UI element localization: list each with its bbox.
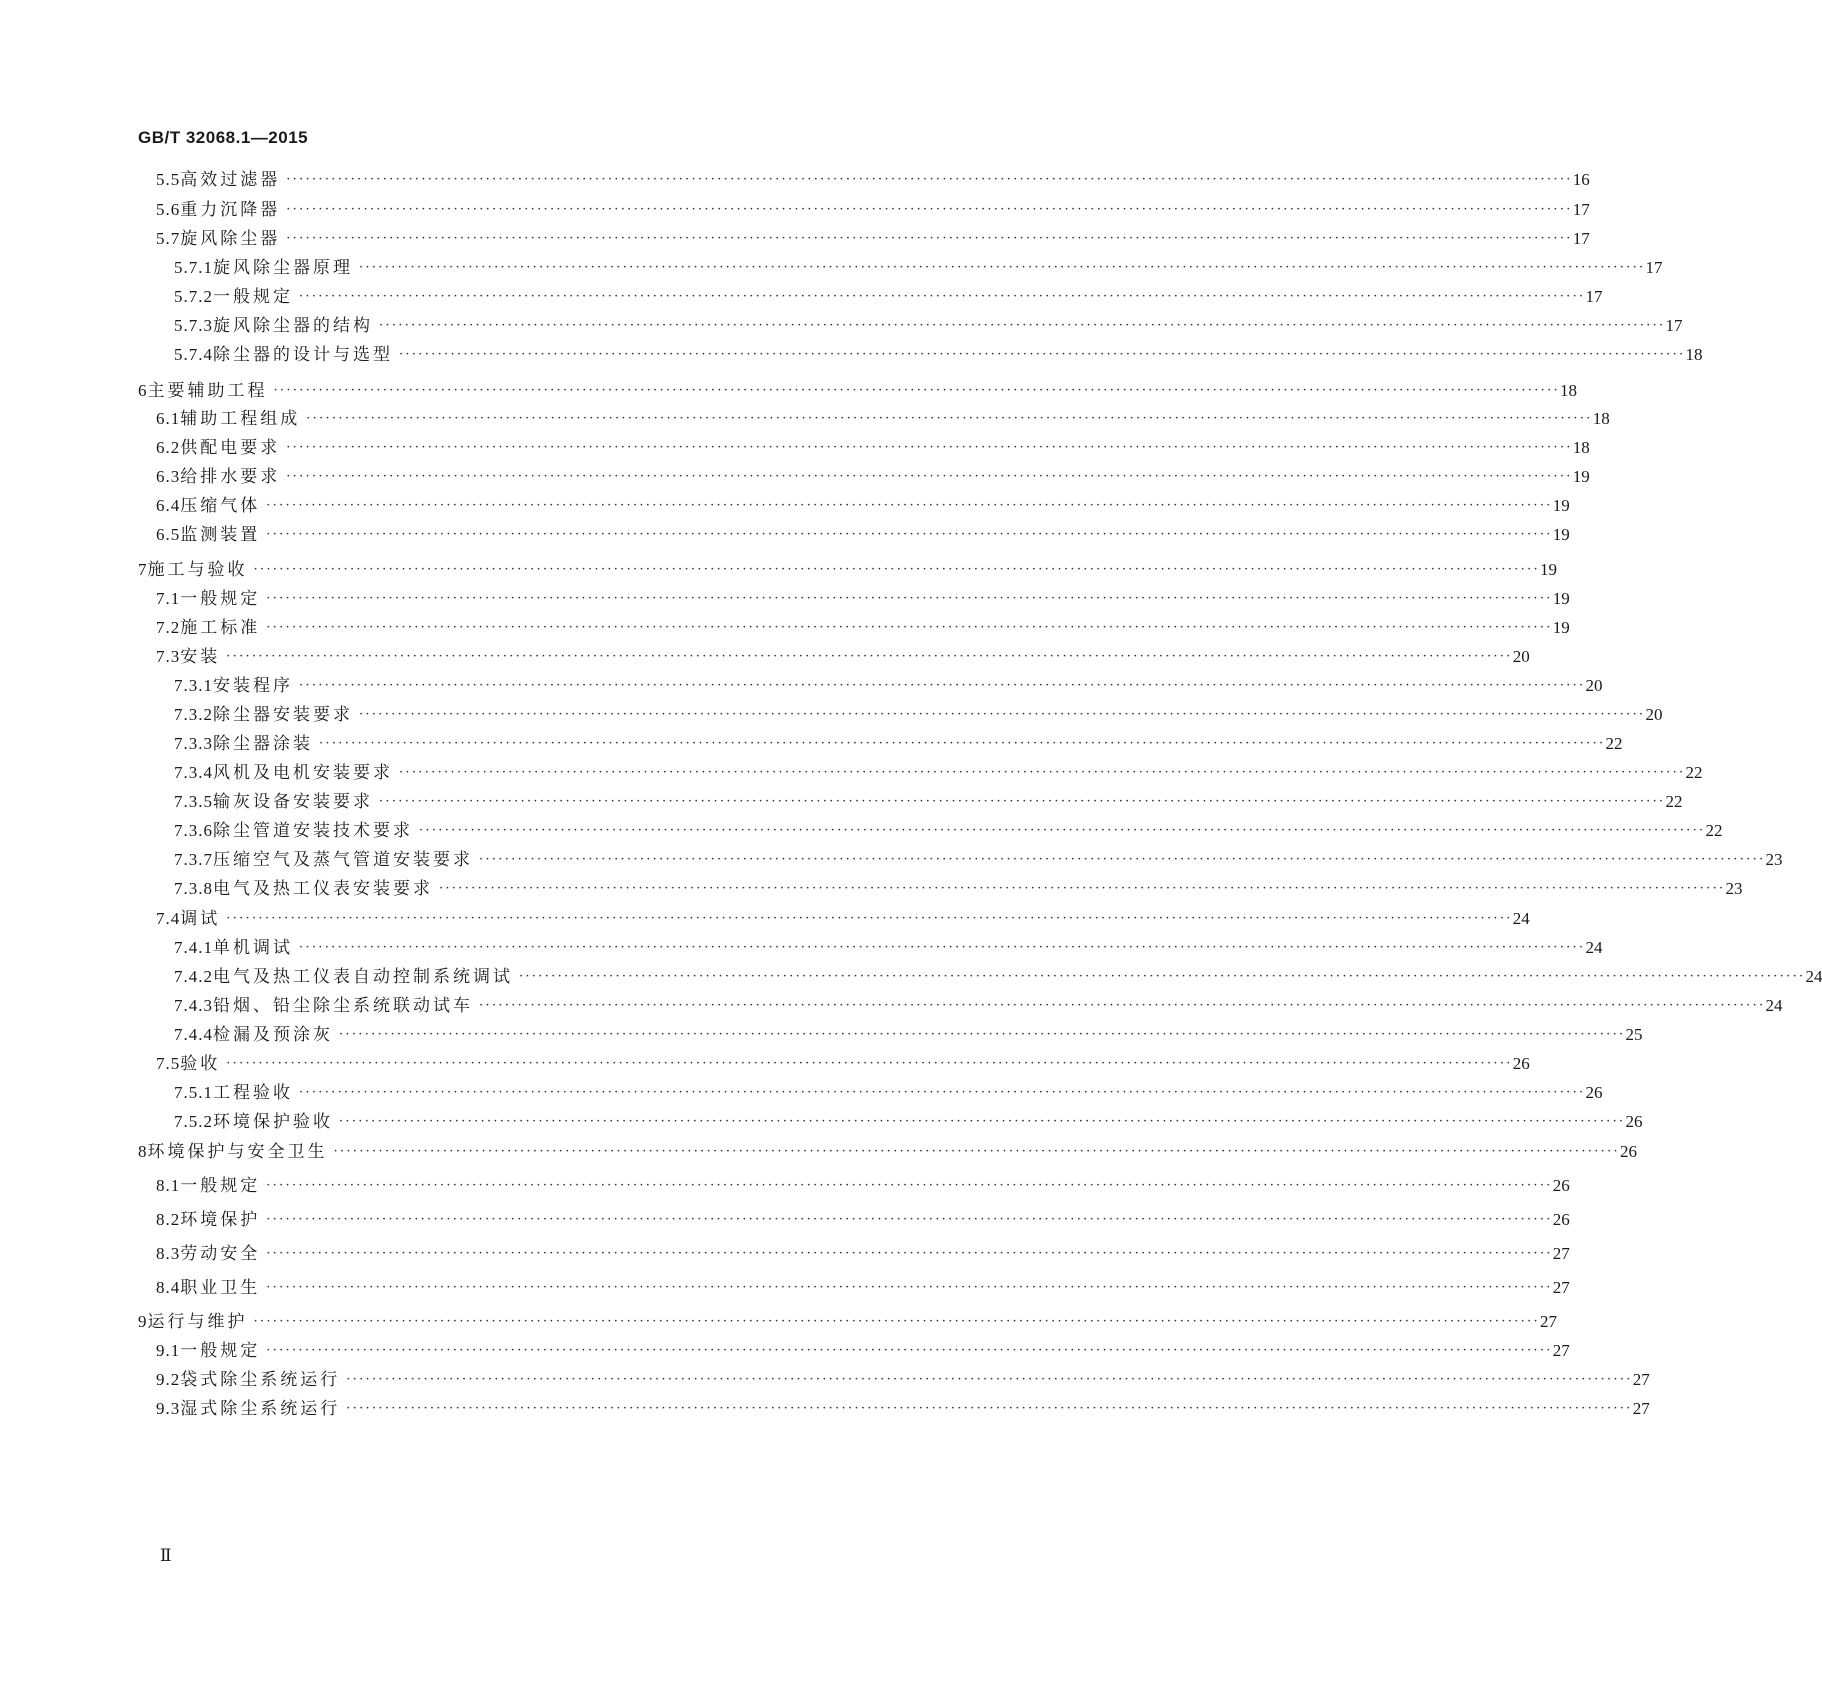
toc-leader-dots: ········································································································································································································ bbox=[299, 940, 1586, 955]
toc-entry[interactable] bbox=[138, 558, 1557, 582]
toc-entry[interactable] bbox=[174, 1110, 1643, 1134]
toc-leader-dots: ········································································································································································································ bbox=[299, 289, 1586, 304]
toc-entry-title: 运行与维护 bbox=[147, 1312, 248, 1332]
toc-entry-number: 7.4 bbox=[156, 909, 181, 928]
toc-leader-dots: ········································································································································································································ bbox=[319, 736, 1606, 751]
toc-entry-number: 7.3.8 bbox=[174, 879, 213, 898]
toc-entry-page: 26 bbox=[1585, 1083, 1603, 1102]
toc-entry-number: 6.5 bbox=[156, 525, 181, 544]
toc-entry-title: 一般规定 bbox=[180, 1341, 261, 1361]
toc-entry-number: 7.4.2 bbox=[174, 967, 213, 986]
toc-entry[interactable] bbox=[156, 1174, 1570, 1198]
toc-entry-number: 8.1 bbox=[156, 1176, 181, 1195]
toc-entry-number: 7.3.3 bbox=[174, 734, 213, 753]
toc-leader-dots: ········································································································································································································ bbox=[333, 1144, 1620, 1159]
toc-entry-title: 安装 bbox=[180, 647, 221, 667]
toc-entry-title: 监测装置 bbox=[180, 525, 261, 545]
toc-leader-dots: ········································································································································································································ bbox=[339, 1027, 1626, 1042]
toc-entry-title: 劳动安全 bbox=[180, 1244, 261, 1264]
toc-entry[interactable] bbox=[174, 256, 1663, 280]
toc-entry-number: 8.3 bbox=[156, 1244, 181, 1263]
toc-leader-dots: ········································································································································································································ bbox=[226, 911, 1513, 926]
toc-leader-dots: ········································································································································································································ bbox=[479, 852, 1766, 867]
toc-leader-dots: ········································································································································································································ bbox=[299, 1085, 1586, 1100]
toc-entry-number: 7.3 bbox=[156, 647, 181, 666]
toc-entry[interactable] bbox=[174, 674, 1603, 698]
toc-entry-title: 除尘器涂装 bbox=[213, 734, 313, 754]
toc-entry-page: 17 bbox=[1645, 258, 1663, 277]
toc-leader-dots: ········································································································································································································ bbox=[266, 591, 1553, 606]
toc-entry-title: 一般规定 bbox=[180, 1176, 261, 1196]
toc-leader-dots: ········································································································································································································ bbox=[519, 969, 1806, 984]
toc-entry-page: 27 bbox=[1552, 1244, 1570, 1263]
toc-entry[interactable] bbox=[138, 1310, 1557, 1334]
toc-entry[interactable] bbox=[174, 1023, 1643, 1047]
toc-entry-title: 湿式除尘系统运行 bbox=[180, 1399, 341, 1419]
toc-entry-number: 7.5.2 bbox=[174, 1112, 213, 1131]
toc-entry-title: 输灰设备安装要求 bbox=[213, 792, 373, 812]
toc-entry-number: 7.5 bbox=[156, 1054, 181, 1073]
toc-leader-dots: ········································································································································································································ bbox=[286, 440, 1573, 455]
toc-entry-page: 17 bbox=[1585, 287, 1603, 306]
toc-entry[interactable] bbox=[174, 790, 1683, 814]
toc-leader-dots: ········································································································································································································ bbox=[346, 1401, 1633, 1416]
toc-entry[interactable] bbox=[156, 1242, 1570, 1266]
toc-entry-page: 18 bbox=[1685, 345, 1703, 364]
toc-leader-dots: ········································································································································································································ bbox=[266, 1246, 1553, 1261]
toc-entry-number: 7.3.6 bbox=[174, 821, 213, 840]
toc-entry-page: 18 bbox=[1592, 409, 1610, 428]
toc-leader-dots: ········································································································································································································ bbox=[359, 260, 1646, 275]
toc-entry[interactable] bbox=[156, 616, 1570, 640]
toc-leader-dots: ········································································································································································································ bbox=[266, 527, 1553, 542]
toc-entry-page: 27 bbox=[1552, 1278, 1570, 1297]
toc-entry-number: 7.4.3 bbox=[174, 996, 213, 1015]
toc-entry-page: 24 bbox=[1765, 996, 1783, 1015]
toc-entry[interactable] bbox=[156, 1276, 1570, 1300]
toc-entry-title: 除尘器安装要求 bbox=[213, 705, 353, 725]
toc-entry-page: 27 bbox=[1632, 1399, 1650, 1418]
toc-entry-title: 检漏及预涂灰 bbox=[213, 1025, 333, 1045]
toc-entry-number: 7.3.2 bbox=[174, 705, 213, 724]
toc-entry-number: 7.3.5 bbox=[174, 792, 213, 811]
toc-entry-title: 旋风除尘器原理 bbox=[213, 258, 353, 278]
toc-entry[interactable] bbox=[156, 907, 1530, 931]
toc-entry-number: 9.3 bbox=[156, 1399, 181, 1418]
toc-entry[interactable] bbox=[174, 732, 1623, 756]
toc-entry-title: 辅助工程组成 bbox=[180, 409, 301, 429]
toc-entry[interactable] bbox=[174, 819, 1723, 843]
toc-entry[interactable] bbox=[156, 1208, 1570, 1232]
toc-entry-number: 5.7 bbox=[156, 229, 181, 248]
toc-entry-title: 工程验收 bbox=[213, 1083, 293, 1103]
toc-leader-dots: ········································································································································································································ bbox=[253, 562, 1540, 577]
toc-entry-page: 19 bbox=[1552, 589, 1570, 608]
toc-entry-number: 7.4.4 bbox=[174, 1025, 213, 1044]
toc-entry-number: 8.4 bbox=[156, 1278, 181, 1297]
toc-entry[interactable] bbox=[156, 436, 1590, 460]
toc-entry-number: 7.1 bbox=[156, 589, 181, 608]
toc-entry-page: 24 bbox=[1585, 938, 1603, 957]
toc-entry-page: 20 bbox=[1512, 647, 1530, 666]
toc-entry-page: 17 bbox=[1572, 200, 1590, 219]
toc-entry[interactable] bbox=[156, 494, 1570, 518]
toc-entry-number: 5.7.1 bbox=[174, 258, 213, 277]
toc-entry[interactable] bbox=[156, 1397, 1650, 1421]
toc-entry-number: 6.1 bbox=[156, 409, 181, 428]
toc-entry-title: 安装程序 bbox=[213, 676, 293, 696]
toc-entry-number: 5.7.4 bbox=[174, 345, 213, 364]
toc-leader-dots: ········································································································································································································ bbox=[379, 794, 1666, 809]
toc-entry[interactable] bbox=[156, 1368, 1650, 1392]
toc-leader-dots: ········································································································································································································ bbox=[226, 649, 1513, 664]
toc-entry-page: 19 bbox=[1552, 525, 1570, 544]
toc-entry-title: 压缩空气及蒸气管道安装要求 bbox=[213, 850, 473, 870]
toc-entry[interactable] bbox=[174, 936, 1603, 960]
toc-entry-page: 26 bbox=[1552, 1176, 1570, 1195]
toc-entry-page: 17 bbox=[1665, 316, 1683, 335]
toc-entry-number: 7 bbox=[138, 560, 148, 579]
toc-leader-dots: ········································································································································································································ bbox=[399, 347, 1686, 362]
toc-entry[interactable] bbox=[156, 465, 1590, 489]
toc-entry-page: 27 bbox=[1539, 1312, 1557, 1331]
toc-leader-dots: ········································································································································································································ bbox=[286, 202, 1573, 217]
toc-entry[interactable] bbox=[174, 761, 1703, 785]
toc-entry-page: 17 bbox=[1572, 229, 1590, 248]
toc-leader-dots: ········································································································································································································ bbox=[359, 707, 1646, 722]
toc-entry-title: 旋风除尘器 bbox=[180, 229, 281, 249]
toc-entry-page: 22 bbox=[1665, 792, 1683, 811]
toc-entry-number: 6 bbox=[138, 381, 148, 400]
toc-entry-number: 9 bbox=[138, 1312, 148, 1331]
toc-leader-dots: ········································································································································································································ bbox=[399, 765, 1686, 780]
toc-entry-page: 27 bbox=[1552, 1341, 1570, 1360]
toc-leader-dots: ········································································································································································································ bbox=[419, 823, 1706, 838]
toc-entry-number: 6.4 bbox=[156, 496, 181, 515]
toc-entry[interactable] bbox=[156, 523, 1570, 547]
toc-entry-title: 袋式除尘系统运行 bbox=[180, 1370, 341, 1390]
toc-entry-page: 19 bbox=[1572, 467, 1590, 486]
toc-entry-page: 26 bbox=[1619, 1142, 1637, 1161]
toc-entry-page: 19 bbox=[1552, 618, 1570, 637]
toc-entry-title: 铅烟、铅尘除尘系统联动试车 bbox=[213, 996, 473, 1016]
toc-entry-number: 5.7.2 bbox=[174, 287, 213, 306]
toc-leader-dots: ········································································································································································································ bbox=[226, 1056, 1513, 1071]
toc-entry-title: 环境保护 bbox=[180, 1210, 261, 1230]
toc-entry[interactable] bbox=[138, 1140, 1637, 1164]
toc-entry-number: 7.3.7 bbox=[174, 850, 213, 869]
toc-entry[interactable] bbox=[174, 343, 1703, 367]
toc-entry-title: 给排水要求 bbox=[180, 467, 281, 487]
toc-entry-title: 风机及电机安装要求 bbox=[213, 763, 393, 783]
toc-entry[interactable] bbox=[174, 994, 1783, 1018]
toc-entry[interactable] bbox=[156, 168, 1590, 192]
toc-leader-dots: ········································································································································································································ bbox=[379, 318, 1666, 333]
toc-entry-page: 25 bbox=[1625, 1025, 1643, 1044]
toc-entry-number: 7.3.4 bbox=[174, 763, 213, 782]
toc-entry[interactable] bbox=[174, 848, 1783, 872]
toc-entry-page: 27 bbox=[1632, 1370, 1650, 1389]
toc-entry-title: 施工标准 bbox=[180, 618, 261, 638]
toc-entry-title: 电气及热工仪表安装要求 bbox=[213, 879, 433, 899]
toc-entry-number: 8.2 bbox=[156, 1210, 181, 1229]
toc-leader-dots: ········································································································································································································ bbox=[286, 172, 1573, 187]
toc-entry-number: 9.2 bbox=[156, 1370, 181, 1389]
toc-entry-page: 24 bbox=[1512, 909, 1530, 928]
toc-entry-title: 单机调试 bbox=[213, 938, 293, 958]
toc-entry-title: 环境保护验收 bbox=[213, 1112, 333, 1132]
toc-leader-dots: ········································································································································································································ bbox=[266, 620, 1553, 635]
toc-entry[interactable] bbox=[156, 198, 1590, 222]
toc-leader-dots: ········································································································································································································ bbox=[306, 411, 1593, 426]
toc-leader-dots: ········································································································································································································ bbox=[346, 1372, 1633, 1387]
toc-entry[interactable] bbox=[174, 1081, 1603, 1105]
toc-entry-page: 26 bbox=[1552, 1210, 1570, 1229]
toc-entry-page: 26 bbox=[1512, 1054, 1530, 1073]
toc-leader-dots: ········································································································································································································ bbox=[286, 469, 1573, 484]
toc-entry-title: 验收 bbox=[180, 1054, 221, 1074]
toc-entry-title: 高效过滤器 bbox=[180, 170, 281, 190]
toc-entry-title: 调试 bbox=[180, 909, 221, 929]
toc-entry-number: 7.5.1 bbox=[174, 1083, 213, 1102]
toc-leader-dots: ········································································································································································································ bbox=[266, 498, 1553, 513]
toc-leader-dots: ········································································································································································································ bbox=[479, 998, 1766, 1013]
toc-entry-page: 19 bbox=[1539, 560, 1557, 579]
toc-entry-title: 一般规定 bbox=[180, 589, 261, 609]
toc-entry[interactable] bbox=[156, 407, 1610, 431]
toc-entry-number: 6.2 bbox=[156, 438, 181, 457]
toc-entry[interactable] bbox=[156, 1052, 1530, 1076]
toc-entry-page: 23 bbox=[1765, 850, 1783, 869]
toc-entry-page: 20 bbox=[1585, 676, 1603, 695]
toc-entry-number: 8 bbox=[138, 1142, 148, 1161]
toc-entry-page: 16 bbox=[1572, 170, 1590, 189]
toc-entry-page: 19 bbox=[1552, 496, 1570, 515]
toc-entry[interactable] bbox=[174, 703, 1663, 727]
toc-leader-dots: ········································································································································································································ bbox=[266, 1178, 1553, 1193]
toc-leader-dots: ········································································································································································································ bbox=[266, 1212, 1553, 1227]
toc-entry-number: 5.7.3 bbox=[174, 316, 213, 335]
toc-entry-title: 除尘器的设计与选型 bbox=[213, 345, 393, 365]
toc-leader-dots: ········································································································································································································ bbox=[286, 231, 1573, 246]
toc-entry-number: 9.1 bbox=[156, 1341, 181, 1360]
toc-entry[interactable] bbox=[174, 285, 1603, 309]
toc-entry[interactable] bbox=[174, 877, 1743, 901]
toc-entry[interactable] bbox=[138, 379, 1577, 403]
toc-entry-title: 供配电要求 bbox=[180, 438, 281, 458]
toc-entry-page: 24 bbox=[1805, 967, 1822, 986]
toc-entry-page: 26 bbox=[1625, 1112, 1643, 1131]
toc-entry-page: 22 bbox=[1705, 821, 1723, 840]
toc-entry[interactable] bbox=[156, 1339, 1570, 1363]
toc-entry-title: 主要辅助工程 bbox=[147, 381, 268, 401]
toc-entry-title: 一般规定 bbox=[213, 287, 293, 307]
toc-entry-title: 环境保护与安全卫生 bbox=[147, 1142, 328, 1162]
toc-entry-title: 除尘管道安装技术要求 bbox=[213, 821, 413, 841]
toc-entry-title: 重力沉降器 bbox=[180, 200, 281, 220]
toc-entry[interactable] bbox=[174, 314, 1683, 338]
toc-leader-dots: ········································································································································································································ bbox=[266, 1280, 1553, 1295]
standard-number: GB/T 32068.1—2015 bbox=[138, 128, 309, 147]
toc-entry-page: 23 bbox=[1725, 879, 1743, 898]
page-number: Ⅱ bbox=[160, 1546, 172, 1565]
toc-entry-title: 电气及热工仪表自动控制系统调试 bbox=[213, 967, 513, 987]
toc-entry-page: 18 bbox=[1572, 438, 1590, 457]
toc-entry[interactable] bbox=[174, 965, 1822, 989]
toc-entry-page: 20 bbox=[1645, 705, 1663, 724]
toc-entry-number: 5.6 bbox=[156, 200, 181, 219]
toc-entry-title: 压缩气体 bbox=[180, 496, 261, 516]
toc-leader-dots: ········································································································································································································ bbox=[299, 678, 1586, 693]
toc-entry-title: 职业卫生 bbox=[180, 1278, 261, 1298]
toc-entry-page: 18 bbox=[1559, 381, 1577, 400]
toc-entry[interactable] bbox=[156, 645, 1530, 669]
toc-entry-title: 施工与验收 bbox=[147, 560, 248, 580]
toc-leader-dots: ········································································································································································································ bbox=[339, 1114, 1626, 1129]
toc-leader-dots: ········································································································································································································ bbox=[253, 1314, 1540, 1329]
toc-entry-title: 旋风除尘器的结构 bbox=[213, 316, 373, 336]
toc-leader-dots: ········································································································································································································ bbox=[439, 881, 1726, 896]
toc-entry[interactable] bbox=[156, 587, 1570, 611]
toc-leader-dots: ········································································································································································································ bbox=[266, 1343, 1553, 1358]
toc-entry-page: 22 bbox=[1685, 763, 1703, 782]
toc-entry-number: 5.5 bbox=[156, 170, 181, 189]
toc-entry[interactable] bbox=[156, 227, 1590, 251]
toc-entry-number: 7.4.1 bbox=[174, 938, 213, 957]
toc-entry-page: 22 bbox=[1605, 734, 1623, 753]
toc-entry-number: 6.3 bbox=[156, 467, 181, 486]
toc-entry-number: 7.3.1 bbox=[174, 676, 213, 695]
toc-leader-dots: ········································································································································································································ bbox=[273, 383, 1560, 398]
toc-entry-number: 7.2 bbox=[156, 618, 181, 637]
